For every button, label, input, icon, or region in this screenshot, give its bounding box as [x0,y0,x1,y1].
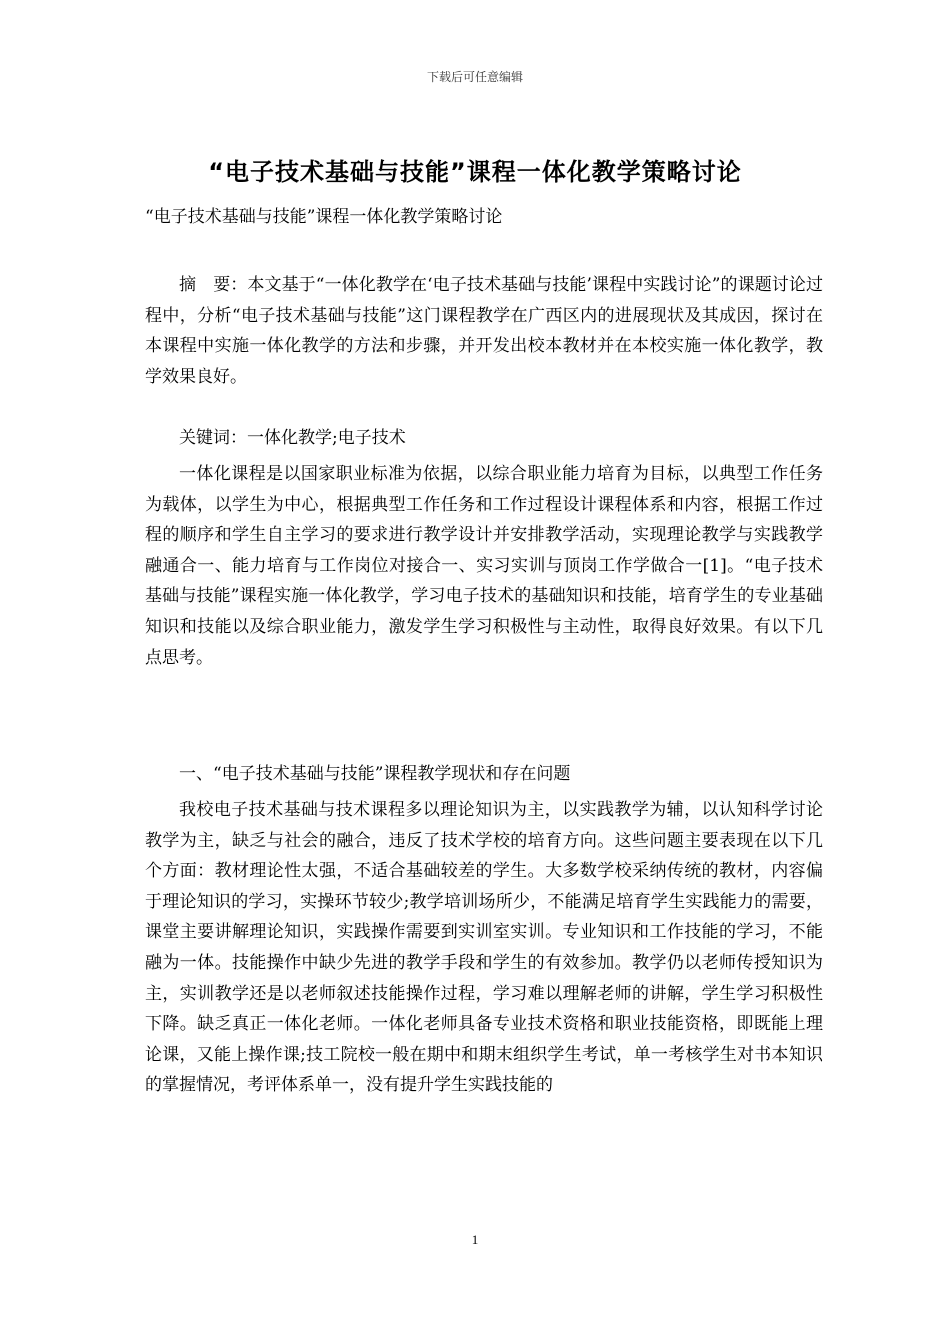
document-title: “电子技术基础与技能”课程一体化教学策略讨论 [208,158,742,186]
intro-paragraph: 一体化课程是以国家职业标准为依据，以综合职业能力培育为目标，以典型工作任务为载体，以学生为中心，根据典型工作任务和工作过程设计课程体系和内容，根据工作过程的顺序和学生自主学习的要求进行教学设计并安排教学活动，实现理论教学与实践教学融通合一、能力培育与工作岗位对接合一、实习实训与顶岗工作学做合一[1]。“电子技术基础与技能”课程实施一体化教学，学习电子技术的基础知识和技能，培育学生的专业基础知识和技能以及综合职业能力，激发学生学习积极性与主动性，取得良好效果。有以下几点思考。 [145,464,823,668]
intro-block [145,459,823,673]
abstract-block [145,270,823,392]
keywords-block [145,423,823,454]
keywords-paragraph: 关键词：一体化教学;电子技术 [179,428,406,448]
section-paragraph: 我校电子技术基础与技术课程多以理论知识为主，以实践教学为辅，以认知科学讨论教学为主，缺乏与社会的融合，违反了技术学校的培育方向。这些问题主要表现在以下几个方面：教材理论性太强，不适合基础较差的学生。大多数学校采纳传统的教材，内容偏于理论知识的学习，实操环节较少;教学培训场所少，不能满足培育学生实践能力的需要，课堂主要讲解理论知识，实践操作需要到实训室实训。专业知识和工作技能的学习，不能融为一体。技能操作中缺少先进的教学手段和学生的有效参加。教学仍以老师传授知识为主，实训教学还是以老师叙述技能操作过程，学习难以理解老师的讲解，学生学习积极性下降。缺乏真正一体化老师。一体化老师具备专业技术资格和职业技能资格，即既能上理论课，又能上操作课;技工院校一般在期中和期末组织学生考试，单一考核学生对书本知识的掌握情况，考评体系单一，没有提升学生实践技能的 [145,800,823,1096]
abstract-paragraph: 摘 要：本文基于“一体化教学在‘电子技术基础与技能’课程中实践讨论”的课题讨论过程中，分析“电子技术基础与技能”这门课程教学在广西区内的进展现状及其成因，探讨在本课程中实施一体化教学的方法和步骤，并开发出校本教材并在本校实施一体化教学，教学效果良好。 [145,275,823,387]
header-note: 下载后可任意编辑 [426,70,523,84]
document-subtitle: “电子技术基础与技能”课程一体化教学策略讨论 [145,207,503,227]
section-body-block [145,795,823,1101]
section-heading: 一、“电子技术基础与技能”课程教学现状和存在问题 [179,764,571,784]
section-heading-block [145,759,823,790]
page-number: 1 [471,1232,479,1247]
